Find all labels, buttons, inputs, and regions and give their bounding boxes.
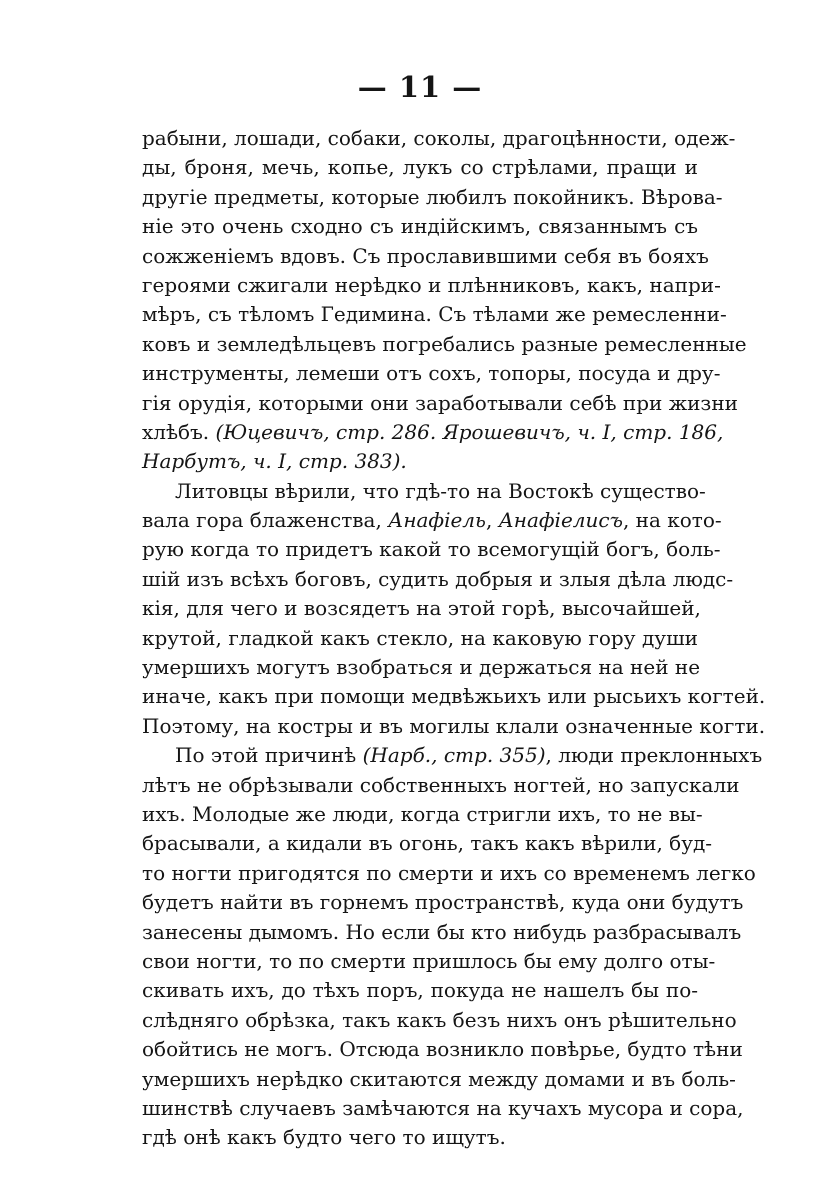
italic-citation: Нарбутъ, ч. I, стр. 383). <box>142 449 407 474</box>
text-segment: занесены дымомъ. Но если бы кто нибудь разбрасывалъ <box>142 919 742 944</box>
text-segment: рабыни, лошади, собаки, соколы, драгоцѣнности, одеж- <box>142 126 736 150</box>
text-segment: шій изъ всѣхъ боговъ, судить добрыя и злыя дѣла людс- <box>142 566 734 591</box>
italic-citation: Анафіель <box>388 508 486 533</box>
text-segment: иначе, какъ при помощи медвѣжьихъ или рысьихъ когтей. <box>142 684 766 709</box>
text-segment: инструменты, лемеши отъ сохъ, топоры, посуда и дру- <box>142 361 721 386</box>
text-segment: , на кото- <box>622 508 722 533</box>
text-line <box>142 624 698 653</box>
text-segment: вала гора блаженства, <box>142 508 389 533</box>
italic-citation: Анафіелисъ <box>498 508 623 533</box>
text-line <box>142 1123 698 1152</box>
text-line <box>142 829 713 858</box>
text-segment: то ногти пригодятся по смерти и ихъ со временемъ легко <box>142 860 756 885</box>
text-segment: Литовцы вѣрили, что гдѣ-то на Востокѣ существо- <box>175 478 706 503</box>
text-line <box>142 1065 736 1094</box>
text-segment: крутой, гладкой какъ стекло, на каковую гору души <box>142 625 698 650</box>
text-segment: , люди преклонныхъ <box>545 743 763 768</box>
text-line <box>142 888 744 917</box>
text-line <box>142 947 716 976</box>
text-segment: гдѣ онѣ какъ будто чего то ищутъ. <box>142 1125 506 1150</box>
text-line <box>142 418 724 447</box>
text-line <box>142 183 723 212</box>
text-segment: рую когда то придетъ какой то всемогущій богъ, боль- <box>142 537 721 562</box>
text-segment: кія, для чего и возсядетъ на этой горѣ, высочайшей, <box>142 596 701 621</box>
italic-citation: (Юцевичъ, стр. 286. Ярошевичъ, ч. I, стр. 186, <box>215 419 724 444</box>
text-segment: будетъ найти въ горнемъ пространствѣ, куда они будутъ <box>142 890 744 915</box>
body-text <box>142 124 766 1153</box>
text-segment: скивать ихъ, до тѣхъ поръ, покуда не нашелъ бы по- <box>142 978 698 1003</box>
text-segment: , <box>485 508 499 533</box>
text-line <box>142 506 722 535</box>
text-line <box>142 859 756 888</box>
page-number: — 11 — <box>357 70 483 104</box>
text-line <box>142 1006 737 1035</box>
text-segment: Поэтому, на костры и въ могилы клали означенные когти. <box>142 713 766 738</box>
text-segment: хлѣбъ. <box>142 419 216 444</box>
text-segment: мѣръ, съ тѣломъ Гедимина. Съ тѣлами же ремесленни- <box>142 302 727 327</box>
text-segment: героями сжигали нерѣдко и плѣнниковъ, какъ, напри- <box>142 272 721 297</box>
text-line <box>142 1094 744 1123</box>
text-segment: обойтись не могъ. Отсюда возникло повѣрье, будто тѣни <box>142 1037 743 1062</box>
text-line <box>142 771 740 800</box>
text-segment: другіе предметы, которые любилъ покойникъ. Вѣрова- <box>142 184 723 209</box>
text-segment: ніе это очень сходно съ индійскимъ, связаннымъ съ <box>142 214 698 239</box>
text-line <box>142 800 703 829</box>
text-segment: гія орудія, которыми они заработывали себѣ при жизни <box>142 390 738 415</box>
text-line <box>142 976 698 1005</box>
text-line <box>142 212 698 241</box>
text-line <box>142 741 763 770</box>
text-line <box>142 918 742 947</box>
text-line <box>142 447 698 476</box>
text-line <box>142 242 709 271</box>
text-line <box>142 389 738 418</box>
text-segment: лѣтъ не обрѣзывали собственныхъ ногтей, но запускали <box>142 772 740 797</box>
text-line <box>142 682 766 711</box>
text-segment: брасывали, а кидали въ огонь, такъ какъ вѣрили, буд- <box>142 831 713 856</box>
text-segment: ковъ и земледѣльцевъ погребались разные ремесленные <box>142 331 747 356</box>
text-segment: свои ногти, то по смерти пришлось бы ему долго оты- <box>142 948 716 973</box>
text-segment: умершихъ могутъ взобраться и держаться на ней не <box>142 655 701 680</box>
text-line <box>142 653 701 682</box>
text-line <box>142 271 721 300</box>
text-line <box>142 153 698 182</box>
text-segment: По этой причинѣ <box>175 743 363 768</box>
text-line <box>142 712 766 741</box>
text-segment: ихъ. Молодые же люди, когда стригли ихъ, то не вы- <box>142 801 703 826</box>
italic-citation: (Нарб., стр. 355) <box>362 743 546 768</box>
text-line <box>142 594 701 623</box>
text-line <box>142 1035 743 1064</box>
text-line <box>142 359 721 388</box>
text-segment: ды, броня, мечь, копье, лукъ со стрѣлами, пращи и <box>142 155 698 180</box>
text-segment: сожженіемъ вдовъ. Съ прославившими себя въ бояхъ <box>142 243 709 268</box>
text-line <box>142 535 721 564</box>
text-line <box>142 330 747 359</box>
text-segment: шинствѣ случаевъ замѣчаются на кучахъ мусора и сора, <box>142 1095 744 1120</box>
text-line <box>142 300 727 329</box>
text-segment: умершихъ нерѣдко скитаются между домами и въ боль- <box>142 1066 736 1091</box>
text-line <box>142 477 706 506</box>
text-line <box>142 124 736 153</box>
text-segment: слѣдняго обрѣзка, такъ какъ безъ нихъ онъ рѣшительно <box>142 1007 737 1032</box>
text-line <box>142 565 734 594</box>
